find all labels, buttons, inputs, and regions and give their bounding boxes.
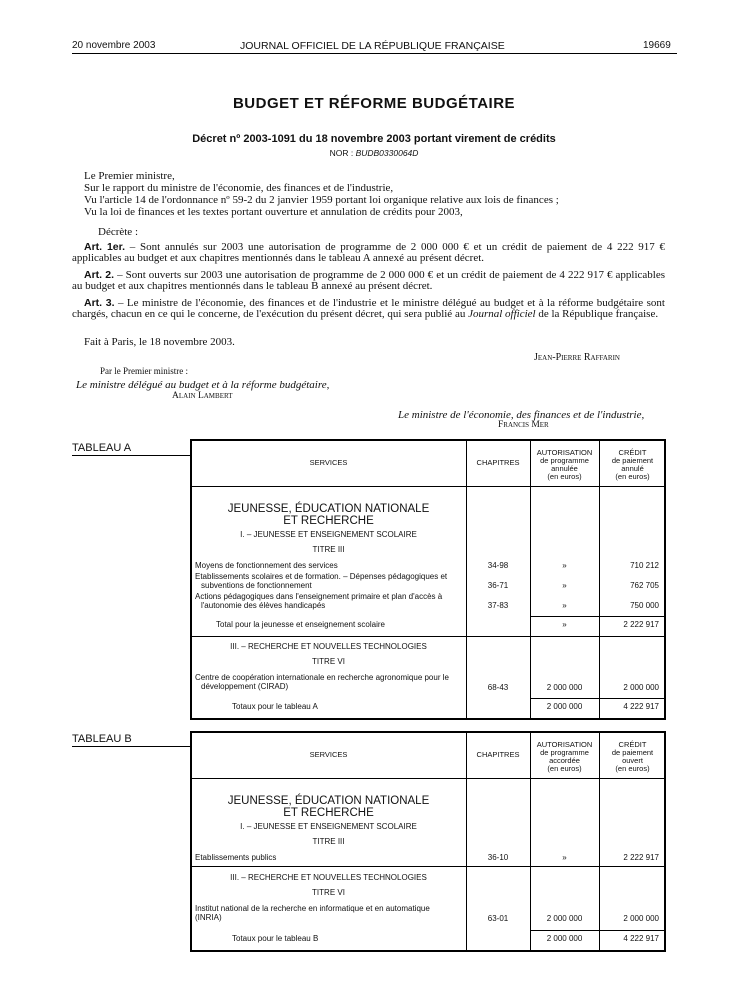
fait-a-paris: Fait à Paris, le 18 novembre 2003. <box>84 336 235 348</box>
sub-heading: III. – RECHERCHE ET NOUVELLES TECHNOLOGIES <box>230 873 427 882</box>
table-cell-credit: 2 000 000 <box>623 914 659 923</box>
table-cell-chapitre: 36-71 <box>487 581 509 590</box>
section-heading: JEUNESSE, ÉDUCATION NATIONALE ET RECHERCHE <box>227 795 430 819</box>
table-cell-credit: 2 222 917 <box>623 853 659 862</box>
article-3 <box>72 298 665 320</box>
nor-label: NOR : <box>329 148 354 158</box>
table-cell-auth: 2 000 000 <box>546 914 583 923</box>
article-text: – Le ministre de l'économie, des finances et de l'industrie et le ministre délégué au budget et à la réforme budgétaire sont chargés, chacun en ce qui le concerne, de l'exécution du présent décret, qui sera publié au <box>72 297 665 320</box>
col-services: SERVICES <box>309 458 348 467</box>
titre-heading: TITRE III <box>312 545 345 554</box>
titre-heading: TITRE III <box>312 837 345 846</box>
titre-heading: TITRE VI <box>312 888 345 897</box>
article-text: – Sont ouverts sur 2003 une autorisation de programme de 2 000 000 € et un crédit de paiement de 4 222 917 € applicables au budget et aux chapitres mentionnés dans le tableau B annexé au présent décret. <box>72 269 665 292</box>
article-1 <box>72 242 665 264</box>
table-total-credit: 2 222 917 <box>623 620 659 629</box>
table-row-label: Actions pédagogiques dans l'enseignement primaire et plan d'accès à l'autonomie des élèves handicapés <box>195 592 443 610</box>
col-autorisation: AUTORISATION de programme annulée (en euros) <box>536 448 593 481</box>
preamble-line: Vu l'article 14 de l'ordonnance nº 59-2 du 2 janvier 1959 portant loi organique relative aux lois de finances ; <box>84 194 559 206</box>
tableau-b-label: TABLEAU B <box>72 733 132 745</box>
article-text-end: de la République française. <box>535 308 659 320</box>
section-title: BUDGET ET RÉFORME BUDGÉTAIRE <box>232 95 516 112</box>
col-chapitres: CHAPITRES <box>476 458 520 467</box>
table-total-label: Total pour la jeunesse et enseignement scolaire <box>216 620 385 629</box>
table-cell-auth: 2 000 000 <box>546 683 583 692</box>
table-total-label: Totaux pour le tableau B <box>232 934 319 943</box>
table-row-label: Etablissements scolaires et de formation. – Dépenses pédagogiques et subventions de fonctionnement <box>195 572 448 590</box>
nor-code: BUDB0330064D <box>355 148 419 158</box>
article-italic: Journal officiel <box>468 308 536 320</box>
table-cell-chapitre: 37-83 <box>487 601 509 610</box>
table-total-auth: 2 000 000 <box>546 934 583 943</box>
table-cell-auth: » <box>562 601 567 610</box>
decrete: Décrète : <box>98 226 138 238</box>
article-text: – Sont annulés sur 2003 une autorisation de programme de 2 000 000 € et un crédit de paiement de 4 222 917 € applicables au budget et aux chapitres mentionnés dans le tableau A annexé au présent décret. <box>72 241 665 264</box>
table-cell-chapitre: 36-10 <box>487 853 509 862</box>
table-total-label: Totaux pour le tableau A <box>232 702 318 711</box>
table-cell-credit: 762 705 <box>630 581 659 590</box>
sub-heading: III. – RECHERCHE ET NOUVELLES TECHNOLOGIES <box>230 642 427 651</box>
nor-reference <box>0 148 748 158</box>
table-cell-credit: 750 000 <box>630 601 659 610</box>
table-row-label: Centre de coopération internationale en recherche agronomique pour le développement (CIRAD) <box>195 673 449 691</box>
table-cell-chapitre: 63-01 <box>487 914 509 923</box>
minister-budget-title: Le ministre délégué au budget et à la réforme budgétaire, <box>76 379 330 391</box>
tableau-b-label-rule <box>72 746 190 747</box>
col-autorisation: AUTORISATION de programme accordée (en euros) <box>536 740 593 773</box>
col-services: SERVICES <box>309 750 348 759</box>
table-cell-credit: 2 000 000 <box>623 683 659 692</box>
table-cell-auth: » <box>562 561 567 570</box>
header-journal-title: JOURNAL OFFICIEL DE LA RÉPUBLIQUE FRANÇAISE <box>240 40 505 52</box>
table-total-credit: 4 222 917 <box>623 934 659 943</box>
table-row-label: Institut national de la recherche en informatique et en automatique (INRIA) <box>195 904 430 922</box>
minister-eco-name: Francis Mer <box>498 420 549 430</box>
table-total-auth: 2 000 000 <box>546 702 583 711</box>
col-credit: CRÉDIT de paiement annulé (en euros) <box>611 448 654 481</box>
preamble-line: Le Premier ministre, <box>84 170 175 182</box>
decree-title: Décret nº 2003-1091 du 18 novembre 2003 portant virement de crédits <box>192 133 556 145</box>
table-row-label: Etablissements publics <box>195 853 277 862</box>
tableau-a-label-rule <box>72 455 190 456</box>
table-cell-auth: » <box>562 581 567 590</box>
minister-eco-title: Le ministre de l'économie, des finances et de l'industrie, <box>398 409 645 421</box>
signature-pm: Jean-Pierre Raffarin <box>534 352 620 363</box>
minister-budget-name: Alain Lambert <box>172 391 233 401</box>
table-cell-credit: 710 212 <box>630 561 659 570</box>
table-cell-auth: » <box>562 853 567 862</box>
article-label: Art. 2. <box>84 269 115 281</box>
sub-heading: I. – JEUNESSE ET ENSEIGNEMENT SCOLAIRE <box>240 530 417 539</box>
preamble-line: Vu la loi de finances et les textes portant ouverture et annulation de crédits pour 2003, <box>84 206 463 218</box>
header-page-number: 19669 <box>643 40 671 51</box>
col-credit: CRÉDIT de paiement ouvert (en euros) <box>611 740 654 773</box>
table-total-credit: 4 222 917 <box>623 702 659 711</box>
tableau-a-label: TABLEAU A <box>72 442 132 454</box>
section-heading: JEUNESSE, ÉDUCATION NATIONALE ET RECHERCHE <box>227 503 430 527</box>
table-cell-chapitre: 34-98 <box>487 561 509 570</box>
par-pm: Par le Premier ministre : <box>100 366 188 376</box>
article-2 <box>72 270 665 292</box>
preamble-line: Sur le rapport du ministre de l'économie, des finances et de l'industrie, <box>84 182 394 194</box>
header-date: 20 novembre 2003 <box>72 40 156 51</box>
article-label: Art. 1er. <box>84 241 126 253</box>
table-total-auth: » <box>562 620 567 629</box>
sub-heading: I. – JEUNESSE ET ENSEIGNEMENT SCOLAIRE <box>240 822 417 831</box>
col-chapitres: CHAPITRES <box>476 750 520 759</box>
header-rule <box>72 53 677 54</box>
table-cell-chapitre: 68-43 <box>487 683 509 692</box>
article-label: Art. 3. <box>84 297 115 309</box>
titre-heading: TITRE VI <box>312 657 345 666</box>
table-row-label: Moyens de fonctionnement des services <box>195 561 338 570</box>
